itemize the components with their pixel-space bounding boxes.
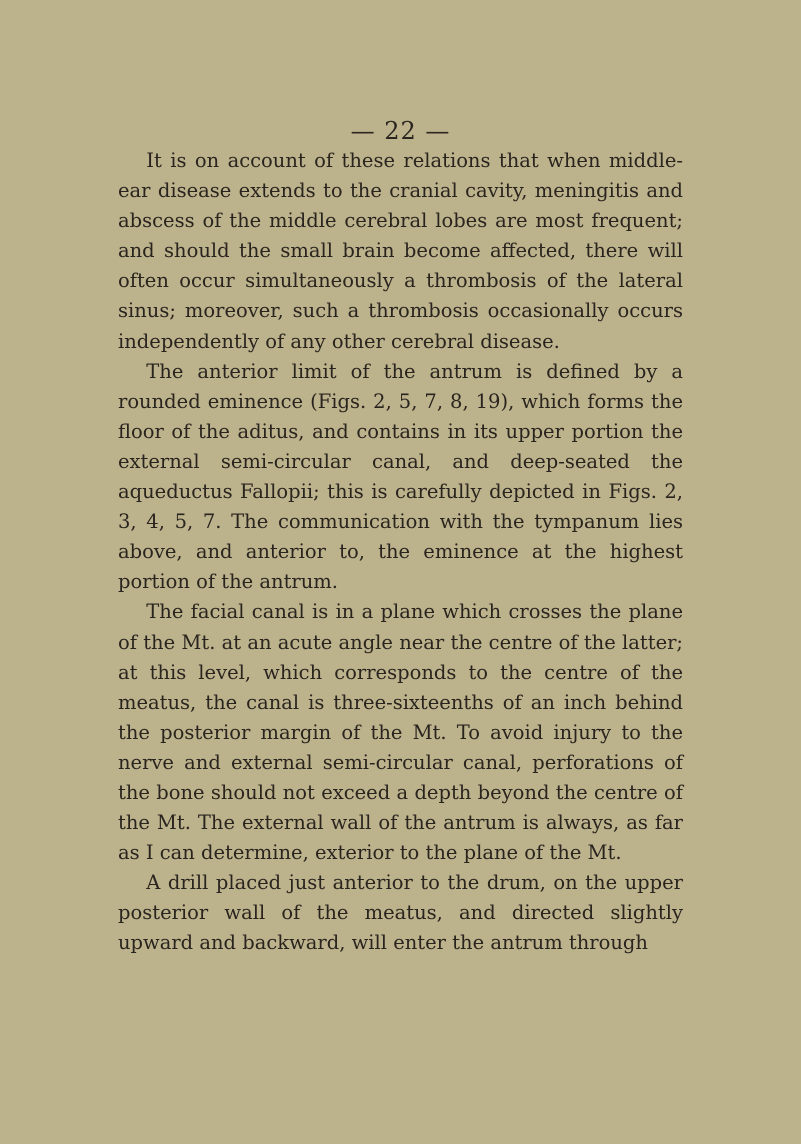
paragraph-3: The facial canal is in a plane which crosses the plane of the Mt. at an acute angle near the centre of the latter; at this level, which corresponds to the centre of the meatus, the canal is three-sixteenths of an inch behind the posterior margin of the Mt. To avoid injury to the nerve and external semi-circular canal, perforations of the bone should not exceed a depth beyond the centre of the Mt. The external wall of the antrum is always, as far as I can determine, exterior to the plane of the Mt. [118,600,683,865]
paragraph-1: It is on account of these relations that when middle-ear disease extends to the cranial cavity, meningitis and abscess of the middle cerebral lobes are most frequent; and should the small brain become affected, there will often occur simultaneously a thrombosis of the lateral sinus; moreover, such a thrombosis occasionally occurs independently of any other cerebral disease. [118,149,683,353]
body-text [118,146,683,959]
paragraph-2: The anterior limit of the antrum is defined by a rounded eminence (Figs. 2, 5, 7, 8, 19), which forms the floor of the aditus, and contains in its upper portion the external semi-circular canal, and deep-seated the aqueductus Fallopii; this is carefully depicted in Figs. 2, 3, 4, 5, 7. The communication with the tympanum lies above, and anterior to, the eminence at the highest portion of the antrum. [118,359,683,594]
paragraph-4: A drill placed just anterior to the drum, on the upper posterior wall of the meatus, and directed slightly upward and backward, will enter the antrum through [118,871,683,955]
page-number: — 22 — [350,117,451,145]
